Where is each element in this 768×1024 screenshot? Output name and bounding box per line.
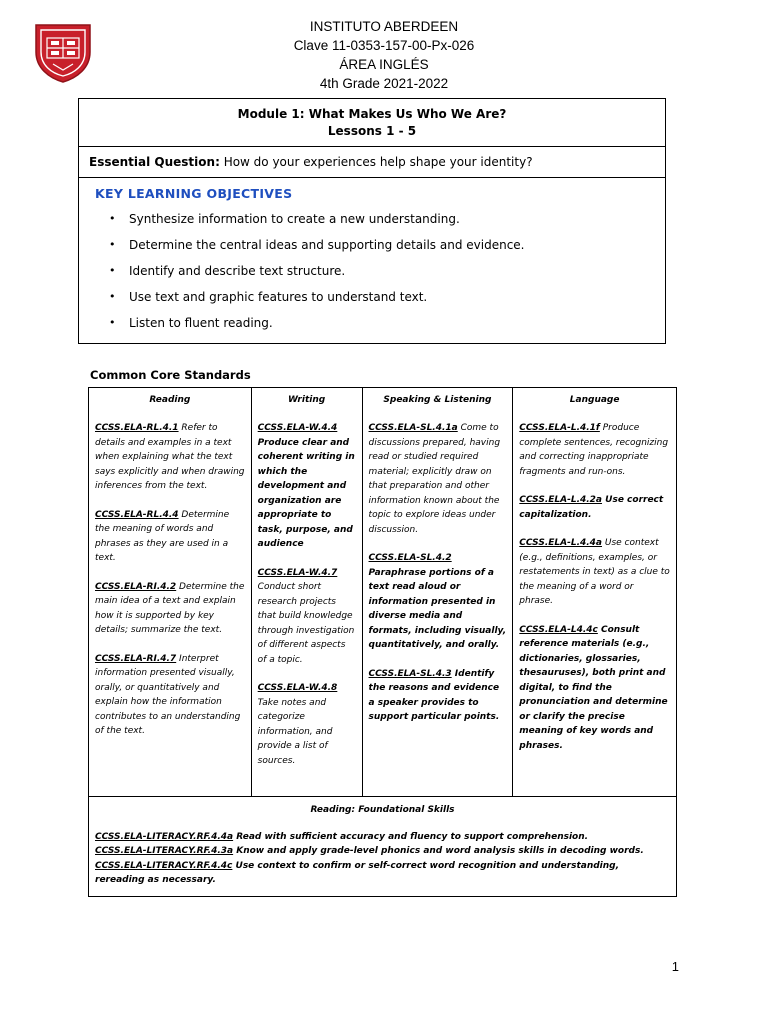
writing-cell: [251, 419, 362, 797]
standard-text: Determine the meaning of words and phrases as they are used in a text.: [95, 509, 230, 563]
objective-item: • Use text and graphic features to understand text.: [95, 285, 649, 311]
standard-text: Use correct capitalization.: [519, 495, 664, 520]
standard-code: CCSS.ELA-SL.4.2: [368, 553, 452, 563]
module-lessons: Lessons 1 - 5: [327, 124, 417, 138]
standard-text: Use context to confirm or self-correct word recognition and understanding, rereading as necessary.: [95, 860, 620, 885]
standard-item: [519, 421, 670, 479]
standard-code: CCSS.ELA-L.4.2a: [519, 495, 603, 505]
objective-item: • Listen to fluent reading.: [95, 311, 649, 337]
school-clave: Clave 11-0353-157-00-Px-026: [293, 38, 475, 53]
standard-code: CCSS.ELA-SL.4.1a: [368, 423, 458, 433]
standard-text: Produce complete sentences, recognizing and correcting inappropriate fragments and run-ons.: [519, 423, 669, 477]
standard-item: [369, 421, 507, 537]
standard-text: Consult reference materials (e.g., dictionaries, glossaries, thesauruses), both print and digital, to find the pronunciation and determine or clarify the precise meaning of key words and phrases.: [519, 624, 668, 751]
column-header-speaking: Speaking & Listening: [362, 388, 513, 420]
objective-item: • Synthesize information to create a new understanding.: [95, 207, 649, 233]
essential-question-label: Essential Question:: [89, 155, 220, 169]
standard-item: [95, 508, 245, 566]
standard-item: [95, 652, 245, 739]
standard-text: Take notes and categorize information, and provide a list of sources.: [257, 697, 333, 766]
reading-cell: [89, 419, 252, 797]
foundational-row: [89, 797, 677, 897]
standard-code: CCSS.ELA-RI.4.2: [95, 581, 177, 592]
standard-text: Conduct short research projects that build knowledge through investigation of different aspects of a topic.: [257, 582, 355, 665]
speaking-listening-cell: [362, 419, 513, 797]
standard-text: Refer to details and examples in a text when explaining what the text says explicitly and when drawing inferences from the text.: [95, 423, 245, 491]
foundational-skills-cell: [89, 797, 677, 897]
standard-text: Identify the reasons and evidence a speaker provides to support particular points.: [368, 668, 500, 722]
standard-code: CCSS.ELA-W.4.7: [257, 567, 338, 578]
standard-text: Know and apply grade-level phonics and word analysis skills in decoding words.: [233, 846, 644, 856]
standard-code: CCSS.ELA-LITERACY.RF.4.4c: [95, 860, 233, 871]
standard-text: Use context (e.g., definitions, examples, or restatements in text) as a clue to the meaning of a word or phrase.: [519, 538, 670, 606]
foundational-item: [95, 830, 670, 845]
standard-item: [258, 566, 356, 668]
standards-table: [88, 387, 677, 897]
objectives-section: [79, 178, 665, 343]
standard-code: CCSS.ELA-RL.4.4: [95, 509, 179, 520]
grade-year: 4th Grade 2021-2022: [319, 76, 449, 91]
foundational-item: [95, 844, 670, 859]
column-header-writing: Writing: [251, 388, 362, 420]
column-header-reading: Reading: [89, 388, 252, 420]
standard-item: [519, 536, 670, 609]
standard-code: CCSS.ELA-LITERACY.RF.4.4a: [95, 831, 234, 842]
foundational-title: Reading: Foundational Skills: [310, 805, 455, 815]
page-number: 1: [671, 959, 679, 974]
standard-text: Read with sufficient accuracy and fluency to support comprehension.: [233, 831, 589, 842]
standards-header-row: [89, 388, 677, 420]
standard-code: CCSS.ELA-W.4.8: [257, 683, 338, 693]
standard-text: Determine the main idea of a text and explain how it is supported by key details; summarize the text.: [95, 581, 245, 635]
standard-code: CCSS.ELA-L.4.1f: [519, 423, 600, 433]
standard-item: [369, 667, 507, 725]
standard-item: [519, 493, 670, 522]
standard-item: [258, 421, 356, 552]
common-core-title: Common Core Standards: [90, 368, 251, 382]
standard-item: [369, 551, 507, 653]
standard-text: Paraphrase portions of a text read aloud or information presented in diverse media and formats, including visually, quantitatively, and orally.: [368, 567, 507, 650]
standard-item: [95, 421, 245, 494]
document-header: [0, 17, 768, 93]
language-cell: [513, 419, 677, 797]
standard-code: CCSS.ELA-RI.4.7: [95, 653, 177, 664]
standard-code: CCSS.ELA-LITERACY.RF.4.3a: [95, 846, 234, 856]
module-title-cell: [79, 99, 665, 147]
standard-text: Interpret information presented visually, orally, or quantitatively and explain how the information contributes to an understanding of the text.: [95, 653, 241, 736]
essential-question-text: How do your experiences help shape your identity?: [219, 155, 533, 169]
standard-item: [519, 623, 670, 754]
area-name: ÁREA INGLÉS: [339, 57, 429, 72]
standard-item: [258, 681, 356, 768]
standard-text: Produce clear and coherent writing in which the development and organization are appropriate to task, purpose, and audience: [257, 437, 355, 549]
standard-code: CCSS.ELA-SL.4.3: [368, 668, 452, 679]
objectives-list: [95, 207, 649, 337]
standard-code: CCSS.ELA-L.4.4a: [519, 538, 603, 548]
standard-code: CCSS.ELA-W.4.4: [257, 423, 338, 433]
standard-item: [95, 580, 245, 638]
foundational-item: [95, 859, 670, 888]
module-box: [78, 98, 666, 344]
essential-question: [79, 147, 665, 178]
objective-item: • Identify and describe text structure.: [95, 259, 649, 285]
standard-code: CCSS.ELA-L4.4c: [519, 624, 598, 635]
module-title: Module 1: What Makes Us Who We Are?: [237, 107, 507, 121]
objective-item: • Determine the central ideas and supporting details and evidence.: [95, 233, 649, 259]
standard-text: Come to discussions prepared, having read or studied required material; explicitly draw on that preparation and other information known about the topic to explore ideas under discussion.: [368, 423, 501, 535]
objectives-heading: KEY LEARNING OBJECTIVES: [95, 186, 293, 201]
school-name: INSTITUTO ABERDEEN: [309, 19, 459, 34]
column-header-language: Language: [513, 388, 677, 420]
standards-body-row: [89, 419, 677, 797]
standard-code: CCSS.ELA-RL.4.1: [95, 423, 179, 433]
